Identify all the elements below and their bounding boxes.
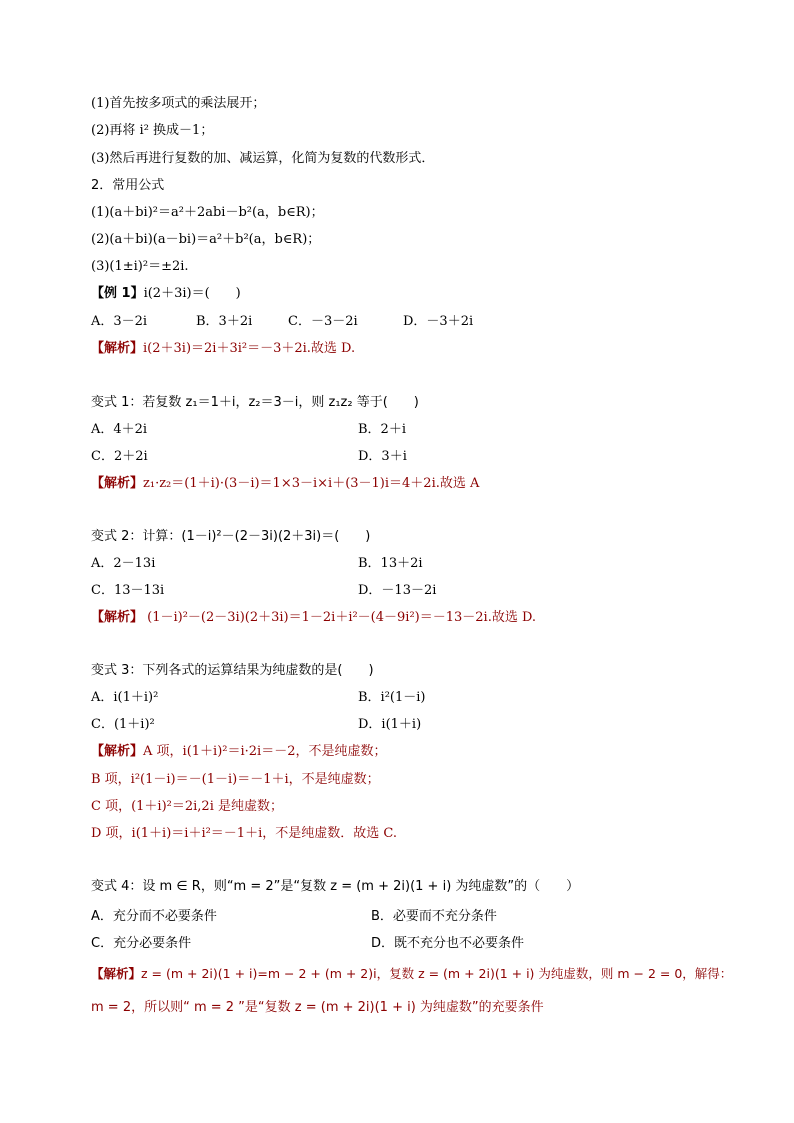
variant-3-option-c: C．(1＋i)² [91, 717, 155, 732]
variant-1-answer [91, 475, 479, 493]
formula-3: (3)(1±i)²＝±2i. [91, 259, 189, 274]
formula-2: (2)(a＋bi)(a－bi)＝a²＋b²(a，b∈R)； [91, 232, 321, 247]
answer-tag: 【解析】 [91, 966, 142, 981]
answer-tag: 【解析】 [91, 744, 144, 759]
variant-3-option-a: A．i(1＋i)² [91, 690, 159, 705]
section-heading: 2．常用公式 [91, 178, 165, 193]
variant-3-answer-line-1 [91, 743, 386, 761]
variant-4-option-a: A．充分而不必要条件 [91, 909, 217, 924]
answer-text: z = (m + 2i)(1 + i)=m − 2 + (m + 2)i，复数 z = (m + 2i)(1 + i) 为纯虚数，则 m − 2 = 0，解得： [141, 966, 733, 981]
step-2: (2)再将 i² 换成－1； [91, 123, 214, 138]
variant-2-option-a: A．2－13i [91, 556, 156, 571]
formula-1: (1)(a＋bi)²＝a²＋2abi－b²(a，b∈R)； [91, 205, 324, 220]
example-1-option-a: A．3－2i [91, 314, 148, 329]
variant-1-option-b: B．2＋i [358, 422, 406, 437]
answer-text: A 项，i(1＋i)²＝i·2i＝－2，不是纯虚数； [143, 744, 387, 759]
variant-1-option-a: A．4＋2i [91, 422, 148, 437]
step-1: (1)首先按多项式的乘法展开； [91, 96, 266, 111]
variant-1-question: 变式 1：若复数 z₁＝1＋i，z₂＝3－i，则 z₁z₂ 等于( ) [91, 395, 419, 410]
answer-text: i(2＋3i)＝2i＋3i²＝－3＋2i.故选 D. [143, 341, 356, 356]
variant-3-question: 变式 3：下列各式的运算结果为纯虚数的是( ) [91, 663, 374, 678]
variant-1-option-c: C．2＋2i [91, 449, 148, 464]
answer-text: (1－i)²－(2－3i)(2＋3i)＝1－2i＋i²－(4－9i²)＝－13－2i.故选 D. [143, 610, 537, 625]
variant-4-option-b: B．必要而不充分条件 [371, 909, 497, 924]
example-1-option-d: D．－3＋2i [403, 314, 474, 329]
variant-3-answer-line-4: D 项，i(1＋i)＝i＋i²＝－1＋i，不是纯虚数．故选 C. [91, 826, 397, 841]
example-1-option-c: C．－3－2i [288, 314, 358, 329]
variant-2-option-b: B．13＋2i [358, 556, 423, 571]
example-1-question [91, 285, 241, 303]
variant-4-answer-line-1 [91, 965, 732, 983]
variant-2-question: 变式 2：计算：(1－i)²－(2－3i)(2＋3i)＝( ) [91, 529, 371, 544]
variant-4-question: 变式 4：设 m ∈ R，则“m = 2”是“复数 z = (m + 2i)(1 + i) 为纯虚数”的（ ） [91, 879, 580, 894]
variant-3-answer-line-2: B 项，i²(1－i)＝－(1－i)＝－1＋i，不是纯虚数； [91, 772, 380, 787]
variant-2-option-c: C．13－13i [91, 583, 165, 598]
step-3: (3)然后再进行复数的加、减运算，化简为复数的代数形式． [91, 151, 435, 166]
variant-3-option-d: D．i(1＋i) [358, 717, 422, 732]
example-1-text: i(2＋3i)＝( ) [143, 286, 241, 301]
example-1-tag: 【例 1】 [91, 286, 144, 301]
answer-tag: 【解析】 [91, 610, 144, 625]
example-1-option-b: B．3＋2i [196, 314, 253, 329]
variant-2-answer [91, 609, 536, 627]
variant-4-answer-line-2: m = 2，所以则“ m = 2 ”是“复数 z = (m + 2i)(1 + i) 为纯虚数”的充要条件 [91, 1000, 544, 1015]
example-1-answer [91, 340, 355, 358]
variant-1-option-d: D．3＋i [358, 449, 407, 464]
variant-3-option-b: B．i²(1－i) [358, 690, 426, 705]
answer-tag: 【解析】 [91, 476, 144, 491]
variant-3-answer-line-3: C 项，(1＋i)²＝2i,2i 是纯虚数； [91, 799, 283, 814]
variant-4-option-d: D．既不充分也不必要条件 [371, 936, 525, 951]
answer-tag: 【解析】 [91, 341, 144, 356]
answer-text: z₁·z₂＝(1＋i)·(3－i)＝1×3－i×i＋(3－1)i＝4＋2i.故选 A [143, 476, 480, 491]
variant-4-option-c: C．充分必要条件 [91, 936, 192, 951]
variant-2-option-d: D．－13－2i [358, 583, 437, 598]
